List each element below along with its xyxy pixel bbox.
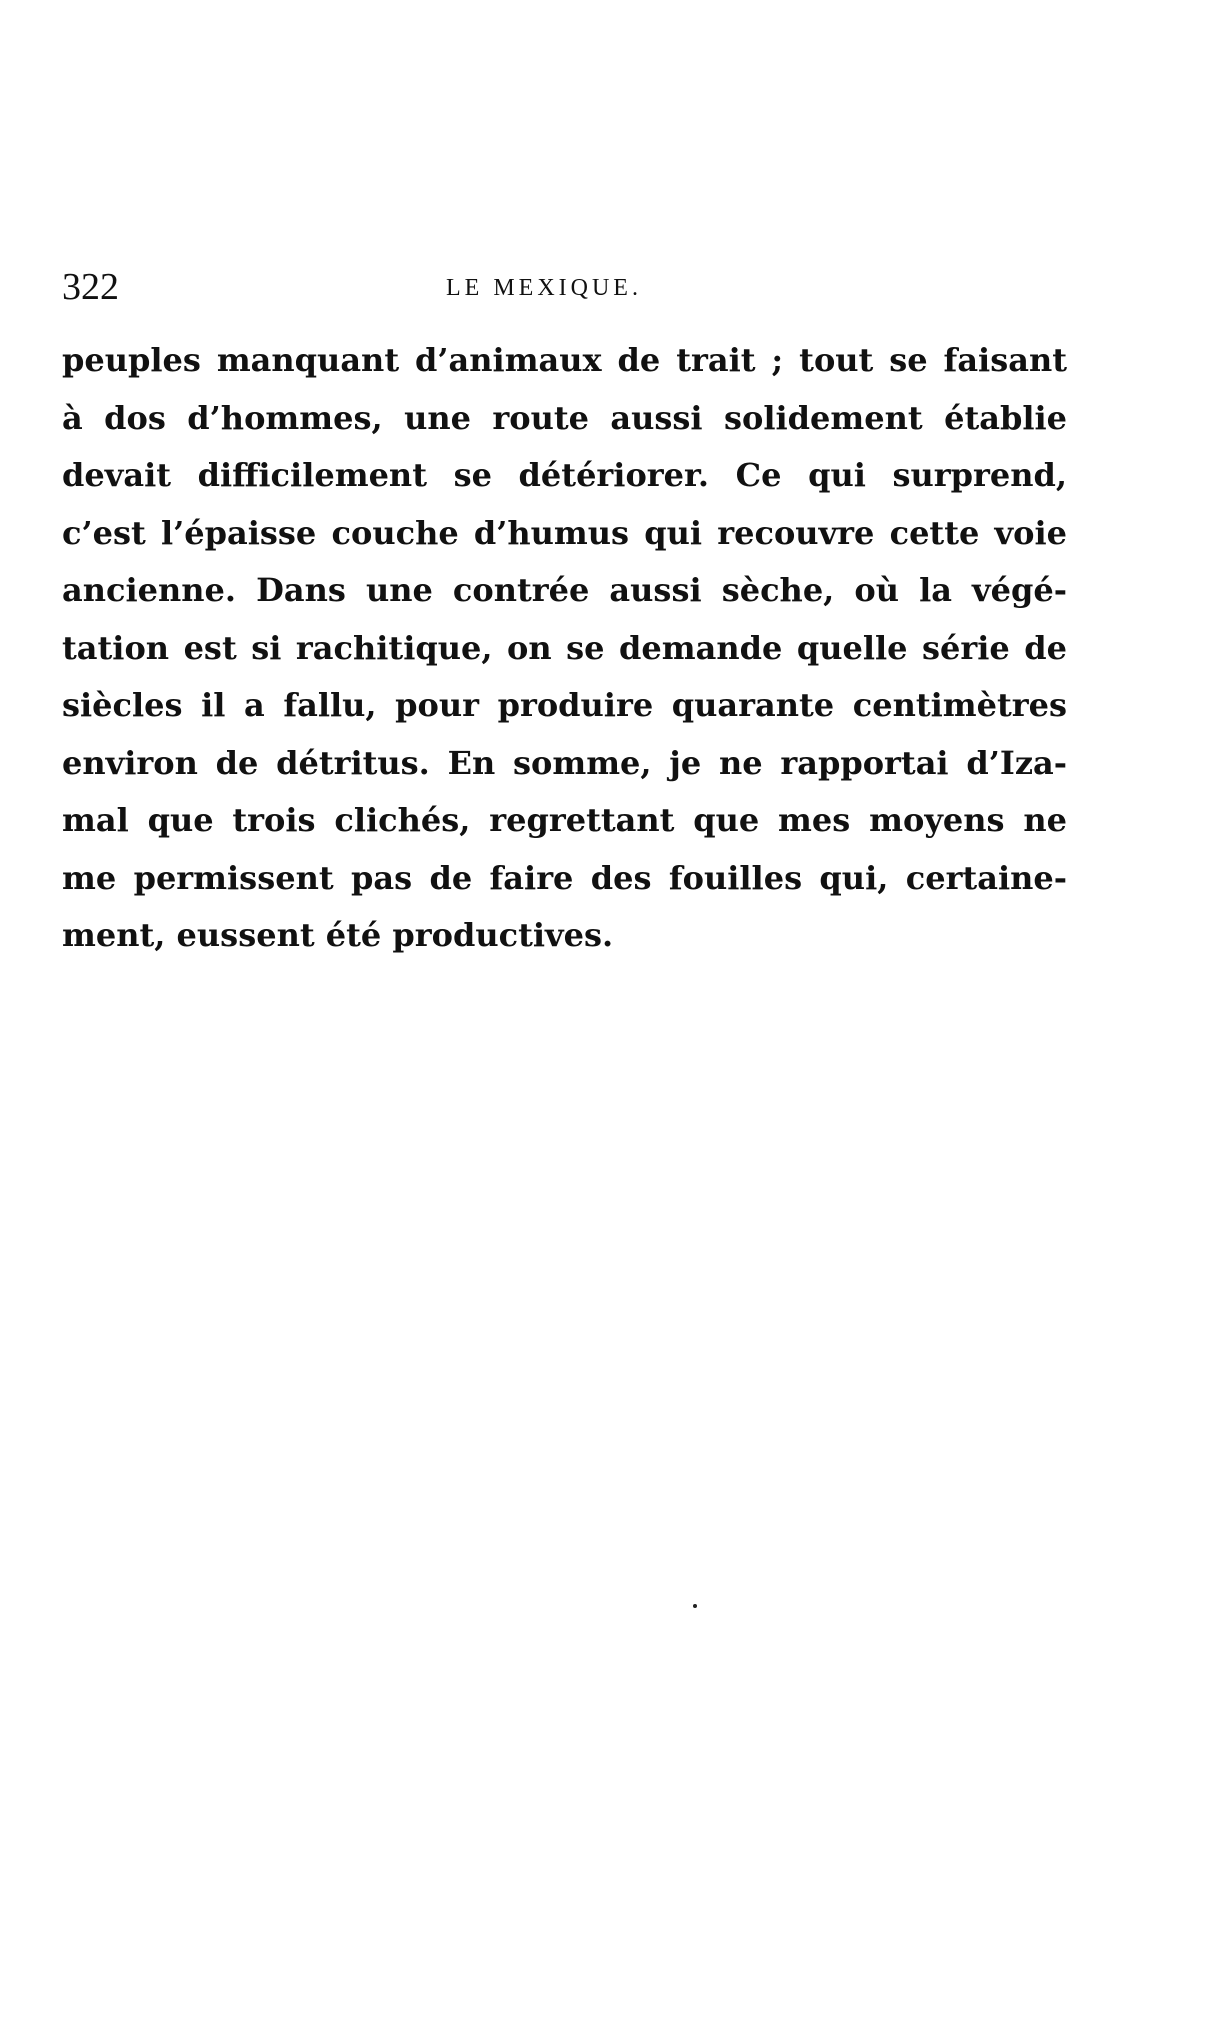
text-line: me permissent pas de faire des fouilles qui, certaine- bbox=[62, 858, 1067, 897]
text-line: à dos d’hommes, une route aussi solidement établie bbox=[62, 398, 1067, 437]
text-line: peuples manquant d’animaux de trait ; tout se faisant bbox=[62, 341, 1067, 379]
text-line: devait difficilement se détériorer. Ce qui surprend, bbox=[62, 456, 1067, 494]
running-head bbox=[62, 262, 1067, 312]
text-line: environ de détritus. En somme, je ne rapportai d’Iza- bbox=[62, 743, 1067, 782]
page-number: 322 bbox=[62, 266, 119, 308]
body-paragraph bbox=[62, 332, 1067, 965]
text-line: ancienne. Dans une contrée aussi sèche, où la végé- bbox=[62, 571, 1067, 609]
text-line-last: ment, eussent été productives. bbox=[62, 916, 614, 954]
text-line: siècles il a fallu, pour produire quarante centimètres bbox=[62, 686, 1067, 724]
text-line: c’est l’épaisse couche d’humus qui recouvre cette voie bbox=[62, 513, 1067, 552]
text-line: tation est si rachitique, on se demande quelle série de bbox=[62, 628, 1067, 667]
text-line: mal que trois clichés, regrettant que mes moyens ne bbox=[62, 801, 1067, 839]
ink-speck bbox=[693, 1604, 697, 1608]
running-title: LE MEXIQUE. bbox=[446, 275, 642, 301]
